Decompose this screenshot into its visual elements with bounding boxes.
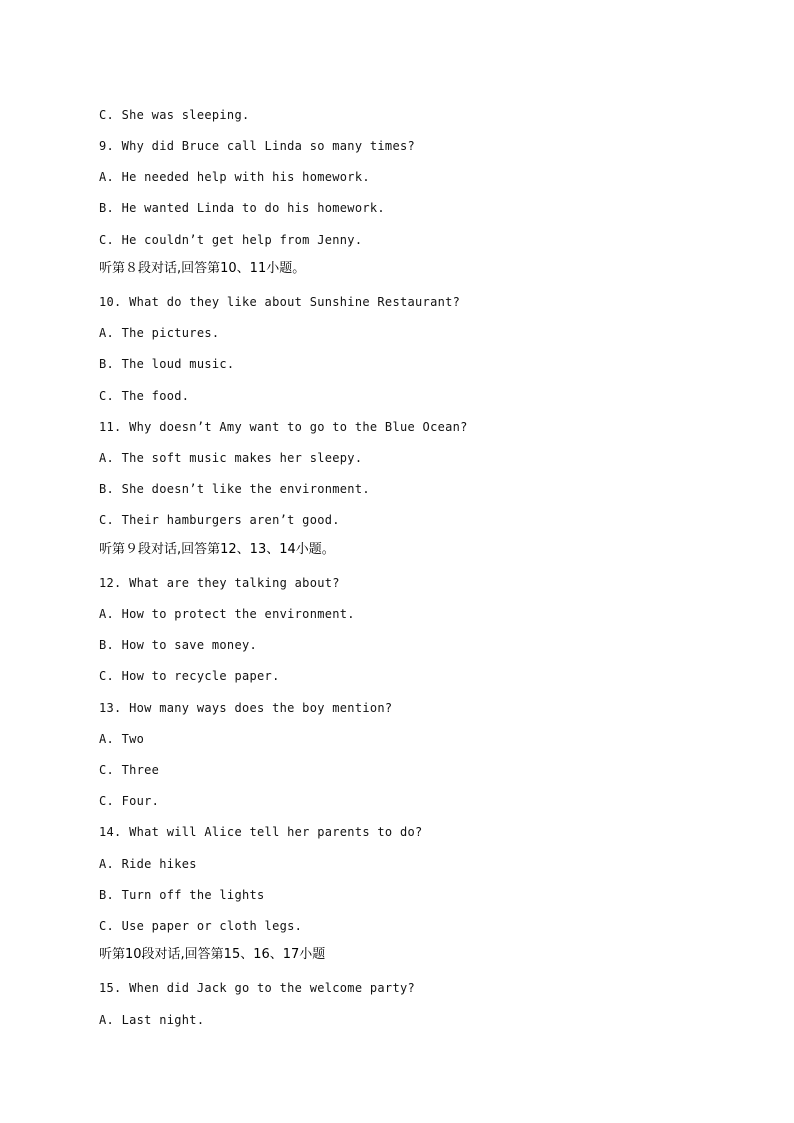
answer-option: C. Four. <box>99 794 160 808</box>
answer-option: B. How to save money. <box>99 638 258 652</box>
answer-option: B. He wanted Linda to do his homework. <box>99 201 385 215</box>
answer-option: C. How to recycle paper. <box>99 669 280 683</box>
answer-option: B. Turn off the lights <box>99 888 265 902</box>
answer-option: A. The soft music makes her sleepy. <box>99 451 363 465</box>
section-instruction: 听第10段对话,回答第15、16、17小题 <box>99 947 326 962</box>
answer-option: C. She was sleeping. <box>99 108 250 122</box>
question-9: 9. Why did Bruce call Linda so many times? <box>99 139 416 153</box>
answer-option: B. The loud music. <box>99 357 235 371</box>
answer-option: A. Two <box>99 732 145 746</box>
question-12: 12. What are they talking about? <box>99 576 340 590</box>
question-11: 11. Why doesn’t Amy want to go to the Blue Ocean? <box>99 420 468 434</box>
answer-option: A. The pictures. <box>99 326 220 340</box>
answer-option: A. How to protect the environment. <box>99 607 355 621</box>
answer-option: C. Three <box>99 763 160 777</box>
answer-option: B. She doesn’t like the environment. <box>99 482 370 496</box>
question-13: 13. How many ways does the boy mention? <box>99 701 393 715</box>
answer-option: C. He couldn’t get help from Jenny. <box>99 233 363 247</box>
answer-option: A. Ride hikes <box>99 857 197 871</box>
section-instruction: 听第８段对话,回答第10、11小题。 <box>99 261 306 276</box>
answer-option: A. He needed help with his homework. <box>99 170 370 184</box>
question-14: 14. What will Alice tell her parents to do? <box>99 825 423 839</box>
question-10: 10. What do they like about Sunshine Restaurant? <box>99 295 461 309</box>
section-instruction: 听第９段对话,回答第12、13、14小题。 <box>99 542 335 557</box>
question-15: 15. When did Jack go to the welcome party? <box>99 981 416 995</box>
answer-option: C. The food. <box>99 389 190 403</box>
answer-option: C. Their hamburgers aren’t good. <box>99 513 340 527</box>
answer-option: C. Use paper or cloth legs. <box>99 919 303 933</box>
answer-option: A. Last night. <box>99 1013 205 1027</box>
